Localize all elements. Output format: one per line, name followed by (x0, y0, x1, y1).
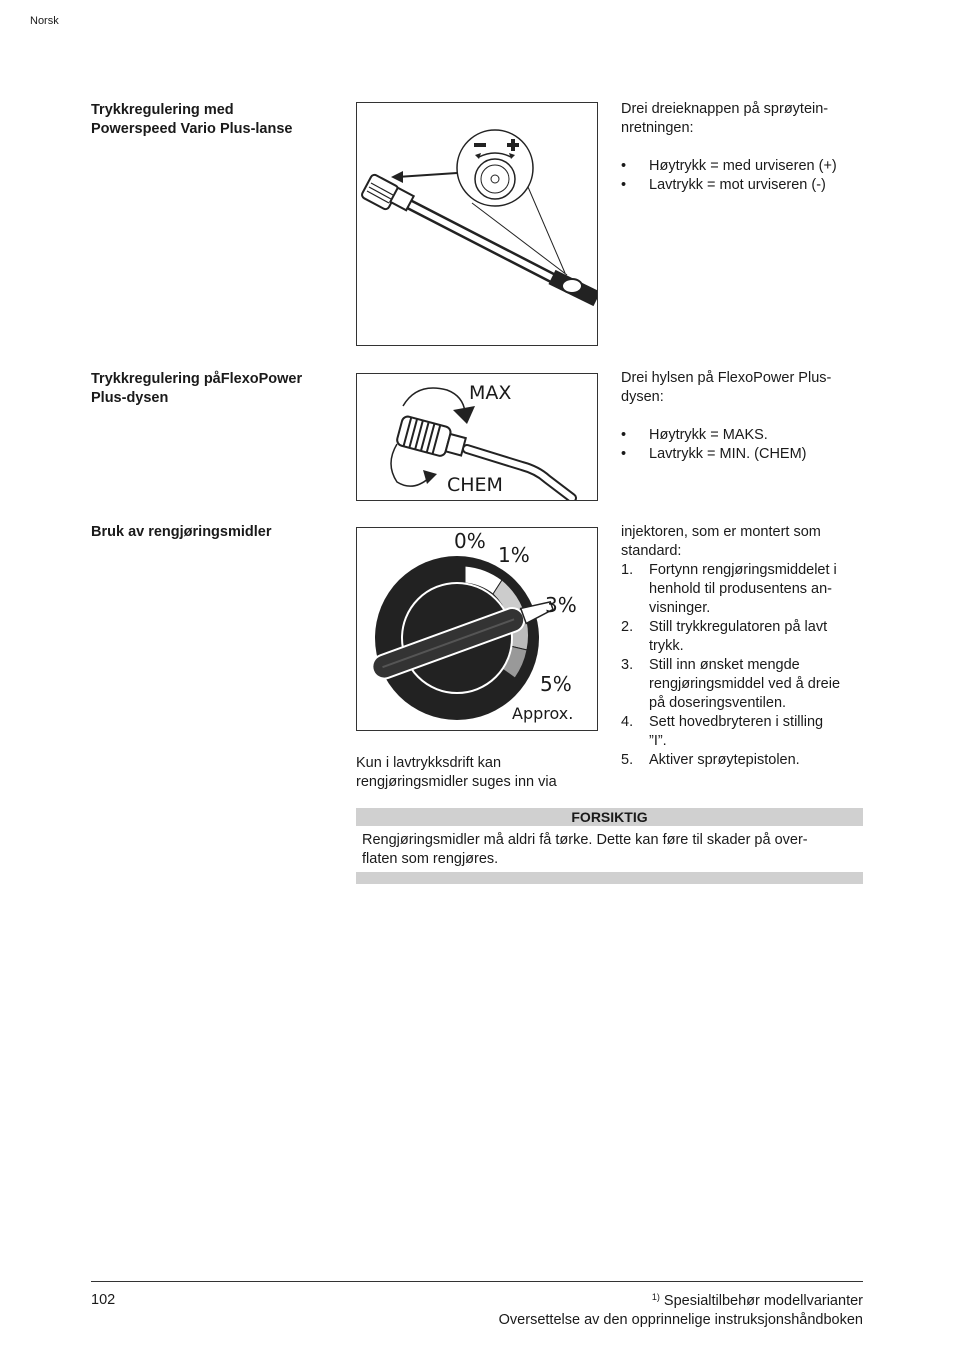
caution-heading: FORSIKTIG (356, 808, 863, 826)
flexo-illustration (357, 374, 597, 500)
figure-detergent-dial (356, 527, 598, 731)
caution-text: Rengjøringsmidler må aldri få tørke. Dette kan føre til skader på over- flaten som rengjøres. (362, 832, 808, 867)
list-item: • Lavtrykk = MIN. (CHEM) (621, 446, 807, 462)
list-item: • Høytrykk = MAKS. (621, 427, 768, 443)
footer-divider (91, 1281, 863, 1282)
flexo-max-label: MAX (469, 382, 512, 404)
detergent-steps: injektoren, som er montert som standard: 1. Fortynn rengjøringsmiddelet i henhold til produsentens an- visninger. 2. Still trykkregulatoren på lavt trykk. 3. Still inn ønsket mengde rengjøringsmiddel ved å dreie på doseringsventilen. 4. Sett hovedbryteren i stilling ”I”. 5. Aktiver sprøytepistolen. (621, 523, 866, 770)
translation-note: Oversettelse av den opprinnelige instruksjonshåndboken (498, 1312, 863, 1328)
dial-label-approx: Approx. (512, 704, 574, 723)
detergent-note: Kun i lavtrykksdrift kan rengjøringsmidler suges inn via (356, 755, 557, 790)
dosing-dial-illustration (357, 528, 597, 730)
list-item: • Høytrykk = med urviseren (+) (621, 158, 837, 174)
dial-label-0: 0% (454, 529, 486, 553)
section-title-vario: Trykkregulering med Powerspeed Vario Plus-lanse (91, 102, 293, 137)
section-title-flexo: Trykkregulering påFlexoPower Plus-dysen (91, 371, 303, 406)
figure-vario-lance (356, 102, 598, 346)
list-item: 5. Aktiver sprøytepistolen. (621, 752, 800, 768)
vario-instructions: Drei dreieknappen på sprøytein- nretningen: • Høytrykk = med urviseren (+) • Lavtrykk = mot urviseren (-) (621, 100, 866, 195)
language-label: Norsk (30, 15, 59, 27)
dial-label-3: 3% (545, 593, 577, 617)
list-item: 1. Fortynn rengjøringsmiddelet i henhold til produsentens an- visninger. (621, 562, 837, 616)
figure-flexo-nozzle (356, 373, 598, 501)
dial-label-1: 1% (498, 543, 530, 567)
flexo-chem-label: CHEM (447, 474, 503, 496)
list-item: • Lavtrykk = mot urviseren (-) (621, 177, 826, 193)
page-number: 102 (91, 1292, 116, 1308)
lance-illustration (357, 103, 597, 345)
list-item: 3. Still inn ønsket mengde rengjøringsmiddel ved å dreie på doseringsventilen. (621, 657, 841, 711)
section-title-detergent: Bruk av rengjøringsmidler (91, 524, 272, 540)
flexo-instructions: Drei hylsen på FlexoPower Plus- dysen: • Høytrykk = MAKS. • Lavtrykk = MIN. (CHEM) (621, 369, 866, 464)
list-item: 2. Still trykkregulatoren på lavt trykk. (621, 619, 828, 654)
dial-label-5: 5% (540, 672, 572, 696)
list-item: 4. Sett hovedbryteren i stilling ”I”. (621, 714, 824, 749)
caution-footer-bar (356, 872, 863, 884)
footnote: $^{1)}$ Spesialtilbehør modellvarianter (651, 1292, 863, 1309)
